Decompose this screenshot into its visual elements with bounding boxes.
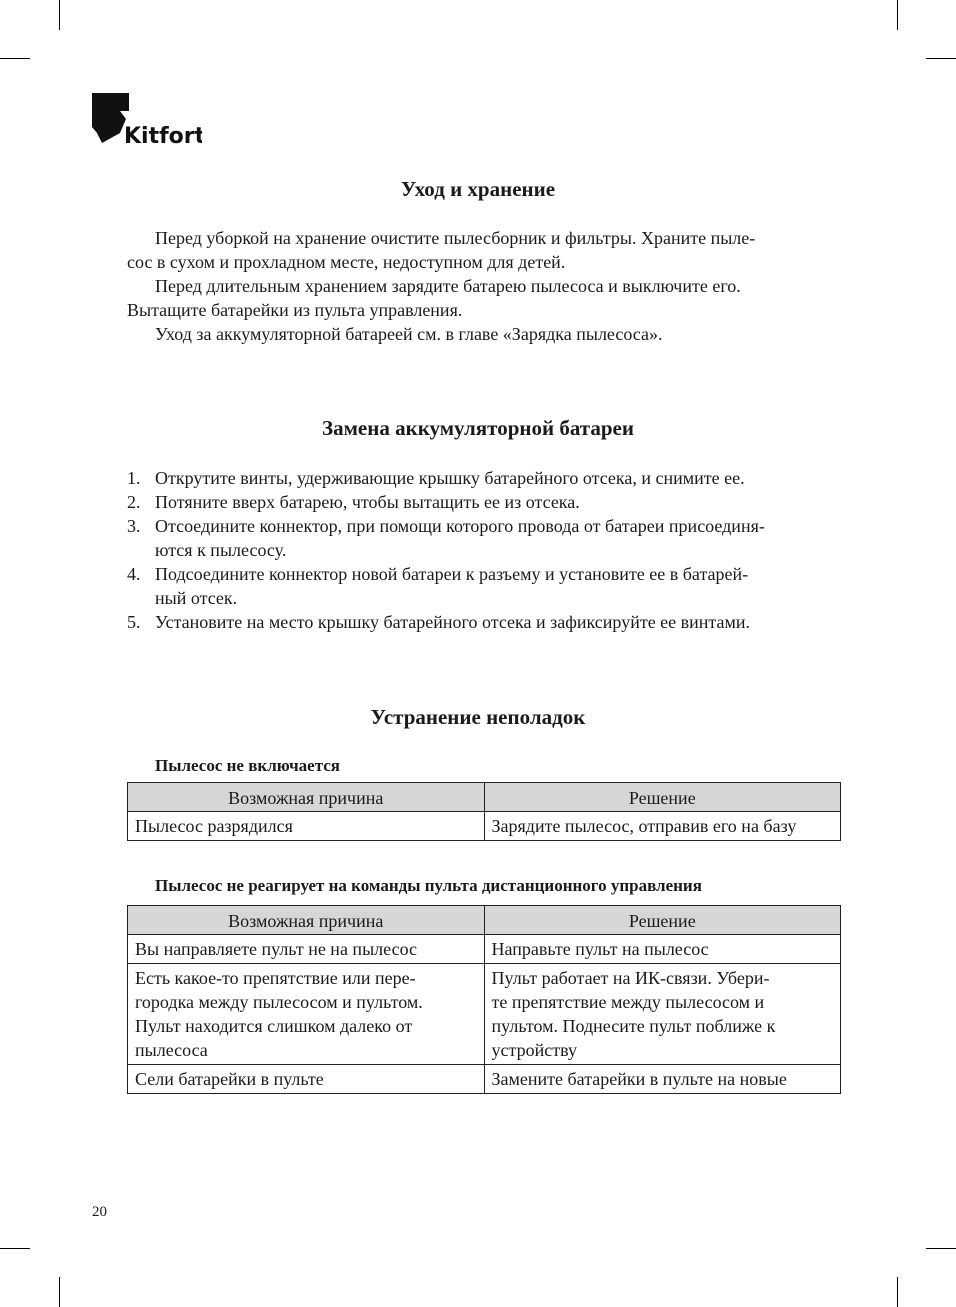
step-text: ются к пылесосу. bbox=[155, 540, 287, 560]
solution-cell: Направьте пульт на пылесос bbox=[484, 935, 841, 964]
troubleshooting-table-power bbox=[127, 782, 841, 841]
solution-cell: Пульт работает на ИК-связи. Убери- те препятствие между пылесосом и пультом. Поднесите пульт поближе к устройству bbox=[484, 964, 841, 1065]
step-number: 3. bbox=[127, 516, 141, 536]
step-text: Потяните вверх батарею, чтобы вытащить ее из отсека. bbox=[155, 492, 580, 512]
cause-cell: Пылесос разрядился bbox=[128, 812, 485, 841]
care-title: Уход и хранение bbox=[400, 177, 556, 201]
care-line: Перед уборкой на хранение очистите пылесборник и фильтры. Храните пыле- bbox=[155, 228, 756, 248]
header-solution: Решение bbox=[484, 783, 841, 812]
header-solution: Решение bbox=[484, 906, 841, 935]
step-number: 1. bbox=[127, 468, 141, 488]
step-text: Подсоедините коннектор новой батареи к разъему и установите ее в батарей- bbox=[155, 564, 749, 584]
step-number: 5. bbox=[127, 612, 141, 632]
step-number: 2. bbox=[127, 492, 141, 512]
table-row bbox=[128, 812, 841, 841]
solution-cell: Замените батарейки в пульте на новые bbox=[484, 1065, 841, 1094]
care-line: Вытащите батарейки из пульта управления. bbox=[127, 300, 463, 320]
step-text: Установите на место крышку батарейного отсека и зафиксируйте ее винтами. bbox=[155, 612, 751, 632]
care-line: Уход за аккумуляторной батареей см. в главе «Зарядка пылесоса». bbox=[155, 324, 663, 344]
table2-subtitle: Пылесос не реагирует на команды пульта дистанционного управления bbox=[155, 876, 702, 895]
step-number: 4. bbox=[127, 564, 141, 584]
care-line: Перед длительным хранением зарядите батарею пылесоса и выключите его. bbox=[155, 276, 741, 296]
cause-cell: Вы направляете пульт не на пылесос bbox=[128, 935, 485, 964]
header-cause: Возможная причина bbox=[128, 906, 485, 935]
care-line: сос в сухом и прохладном месте, недоступном для детей. bbox=[127, 252, 566, 272]
cause-cell: Сели батарейки в пульте bbox=[128, 1065, 485, 1094]
step-text: Открутите винты, удерживающие крышку батарейного отсека, и снимите ее. bbox=[155, 468, 745, 488]
table1-subtitle: Пылесос не включается bbox=[155, 756, 341, 775]
solution-cell: Зарядите пылесос, отправив его на базу bbox=[484, 812, 841, 841]
step-text: Отсоедините коннектор, при помощи которого провода от батареи присоединя- bbox=[155, 516, 765, 536]
page-number: 20 bbox=[92, 1204, 107, 1220]
svg-text:Kitfort: Kitfort bbox=[124, 124, 202, 145]
trouble-title: Устранение неполадок bbox=[370, 705, 586, 729]
table-row bbox=[128, 964, 841, 1065]
kitfort-logo bbox=[92, 93, 202, 150]
table-row bbox=[128, 1065, 841, 1094]
step-text: ный отсек. bbox=[155, 588, 238, 608]
battery-title: Замена аккумуляторной батареи bbox=[322, 416, 634, 440]
troubleshooting-table-remote bbox=[127, 905, 841, 1094]
header-cause: Возможная причина bbox=[128, 783, 485, 812]
table-row bbox=[128, 935, 841, 964]
cause-cell: Есть какое-то препятствие или пере- городка между пылесосом и пультом. Пульт находится слишком далеко от пылесоса bbox=[128, 964, 485, 1065]
